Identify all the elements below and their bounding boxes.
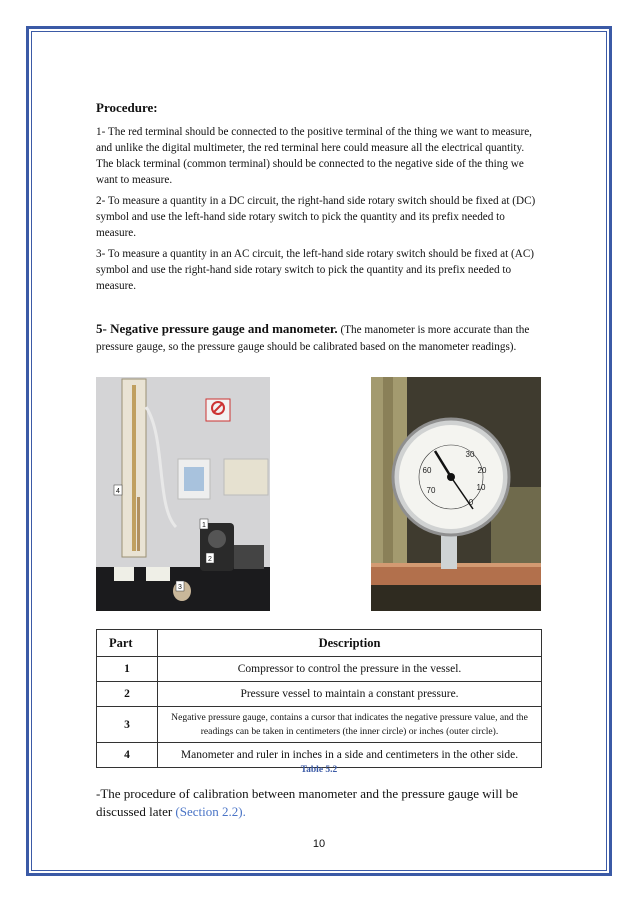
section-5-heading: 5- Negative pressure gauge and manometer. bbox=[96, 321, 338, 336]
photo-label-1: 1 bbox=[202, 522, 206, 529]
table-caption: Table 5.2 bbox=[300, 765, 338, 775]
procedure-step-1: 1- The red terminal should be connected to the positive terminal of the thing we want to measure, and unlike the digital multimeter, the red terminal here could measure all the electrical quantity. The black terminal (common terminal) should be connected to the negative side of the thing we want to measure. bbox=[96, 126, 532, 186]
part-number: 1 bbox=[97, 657, 158, 682]
part-number: 2 bbox=[97, 682, 158, 707]
photo-manometer-setup bbox=[96, 377, 270, 611]
gauge-label-20: 20 bbox=[477, 466, 487, 475]
closing-text: -The procedure of calibration between manometer and the pressure gauge will be discussed later bbox=[96, 786, 518, 819]
page-number: 10 bbox=[312, 838, 326, 850]
section-5-intro bbox=[96, 320, 544, 356]
procedure-heading: Procedure: bbox=[96, 100, 158, 115]
table-header-row bbox=[97, 630, 542, 657]
part-description: Compressor to control the pressure in the vessel. bbox=[158, 657, 542, 682]
table-row bbox=[97, 707, 542, 743]
manometer-setup-illustration bbox=[96, 377, 270, 611]
part-description: Pressure vessel to maintain a constant pressure. bbox=[158, 682, 542, 707]
photo-label-3: 3 bbox=[178, 584, 182, 591]
header-part: Part bbox=[97, 630, 158, 657]
part-description: Manometer and ruler in inches in a side and centimeters in the other side. bbox=[158, 743, 542, 768]
gauge-label-10: 10 bbox=[476, 483, 486, 492]
gauge-label-60: 60 bbox=[422, 466, 432, 475]
part-number: 4 bbox=[97, 743, 158, 768]
table-row bbox=[97, 682, 542, 707]
photo-pressure-gauge bbox=[371, 377, 541, 611]
procedure-step-3: 3- To measure a quantity in an AC circuit, the left-hand side rotary switch should be fixed at (AC) symbol and use the right-hand side rotary switch to pick the quantity and its prefix needed to measure. bbox=[96, 248, 535, 292]
gauge-label-30: 30 bbox=[465, 450, 475, 459]
parts-table bbox=[96, 629, 542, 768]
gauge-label-0: 0 bbox=[468, 498, 474, 507]
pressure-gauge-illustration bbox=[371, 377, 541, 611]
closing-paragraph bbox=[96, 785, 544, 821]
table-row bbox=[97, 743, 542, 768]
gauge-label-70: 70 bbox=[426, 486, 436, 495]
procedure-step-2: 2- To measure a quantity in a DC circuit, the right-hand side rotary switch should be fixed at (DC) symbol and use the left-hand side rotary switch to pick the quantity and its prefix needed to measure. bbox=[96, 195, 536, 239]
photo-label-4: 4 bbox=[116, 488, 120, 495]
procedure-section bbox=[96, 100, 544, 299]
section-reference-link[interactable]: (Section 2.2). bbox=[175, 804, 246, 819]
section-5-note: (The manometer is more accurate than the pressure gauge, so the pressure gauge should be calibrated based on the manometer readings). bbox=[96, 324, 530, 353]
part-number: 3 bbox=[97, 707, 158, 743]
header-description: Description bbox=[158, 630, 542, 657]
photo-label-2: 2 bbox=[208, 556, 212, 563]
table-row bbox=[97, 657, 542, 682]
part-description: Negative pressure gauge, contains a cursor that indicates the negative pressure value, and the readings can be taken in centimeters (the inner circle) or inches (outer circle). bbox=[158, 707, 542, 743]
